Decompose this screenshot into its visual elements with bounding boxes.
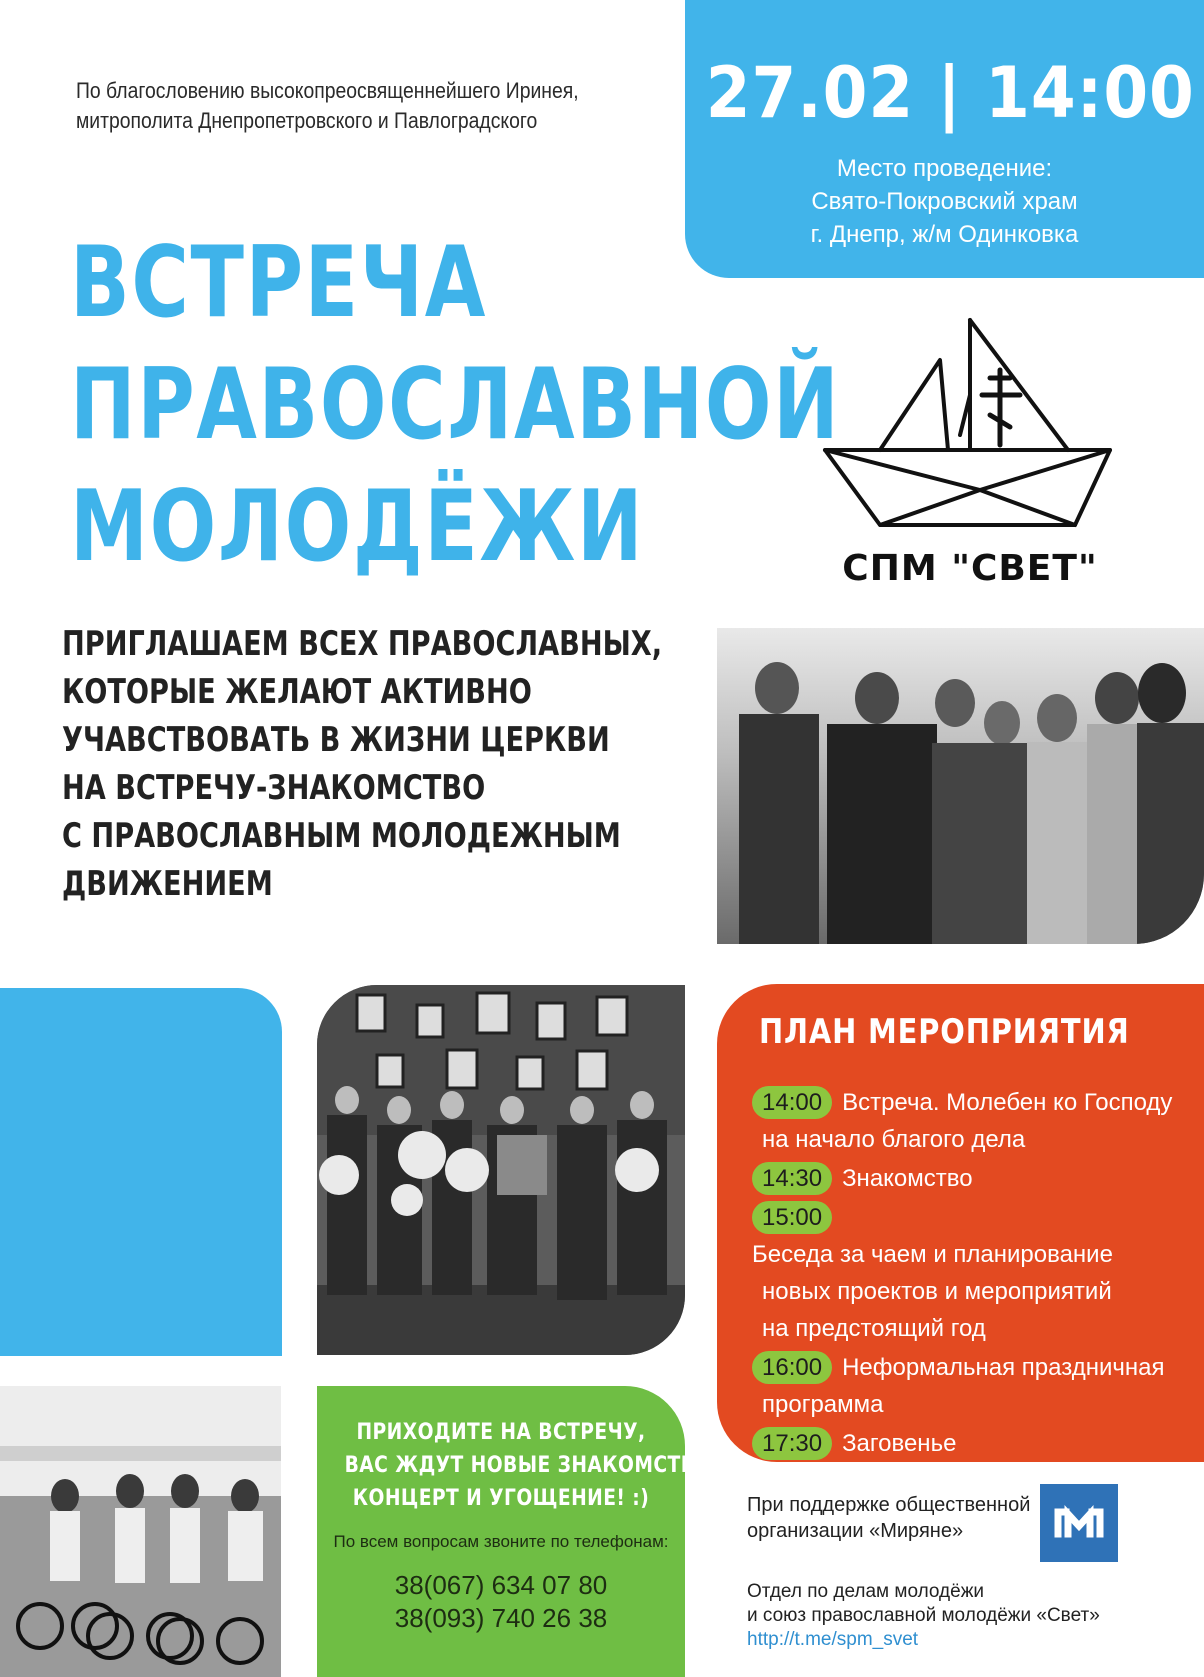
- plan-item-continuation: на предстоящий год: [762, 1315, 986, 1342]
- promo-panel: [317, 1386, 718, 1677]
- phone-list: [317, 1569, 685, 1635]
- title-line-3: МОЛОДЁЖИ: [70, 470, 645, 584]
- plan-item-text: Заговенье: [842, 1430, 957, 1457]
- decorative-blue-block: [0, 988, 282, 1356]
- plan-time-badge: 14:00: [752, 1086, 832, 1119]
- plan-title: ПЛАН МЕРОПРИЯТИЯ: [759, 1012, 1130, 1052]
- department-info: [747, 1580, 1167, 1652]
- invitation-line: КОТОРЫЕ ЖЕЛАЮТ АКТИВНО: [62, 672, 532, 712]
- invitation-line: С ПРАВОСЛАВНЫМ МОЛОДЕЖНЫМ: [62, 816, 621, 856]
- plan-time-badge: 15:00: [752, 1201, 832, 1234]
- blessing-text: [76, 76, 676, 136]
- group-photo-hug: [717, 628, 1204, 944]
- invitation-line: УЧАВСТВОВАТЬ В ЖИЗНИ ЦЕРКВИ: [62, 720, 610, 760]
- phone-number[interactable]: 38(067) 634 07 80: [394, 1570, 608, 1600]
- blessing-line-1: По благословению высокопреосвященнейшего Иринея,: [76, 78, 579, 103]
- group-photo-balloons: [317, 985, 685, 1355]
- promo-line-1: ПРИХОДИТЕ НА ВСТРЕЧУ,: [356, 1420, 646, 1445]
- plan-item: [752, 1425, 1192, 1462]
- plan-item-text: Встреча. Молебен ко Господу: [842, 1089, 1173, 1116]
- plan-item: [752, 1349, 1192, 1423]
- plan-time-badge: 17:30: [752, 1427, 832, 1460]
- contact-note: По всем вопросам звоните по телефонам:: [333, 1532, 669, 1551]
- plan-time-badge: 14:30: [752, 1162, 832, 1195]
- phone-number[interactable]: 38(093) 740 26 38: [394, 1603, 608, 1633]
- support-line-1: При поддержке общественной: [747, 1494, 1031, 1516]
- title-line-2: ПРАВОСЛАВНОЙ: [70, 348, 841, 462]
- invitation-line: ПРИГЛАШАЕМ ВСЕХ ПРАВОСЛАВНЫХ,: [62, 624, 663, 664]
- plan-item-text: Беседа за чаем и планирование: [752, 1241, 1113, 1268]
- event-datetime: 27.02 | 14:00: [705, 52, 1195, 134]
- venue-name: Свято-Покровский храм: [811, 188, 1078, 215]
- venue-label: Место проведение:: [836, 155, 1053, 182]
- event-plan-panel: [717, 984, 1204, 1462]
- logo-caption: СПМ "СВЕТ": [842, 548, 1098, 589]
- plan-list: [752, 1084, 1192, 1464]
- plan-item-text: Знакомство: [842, 1165, 973, 1192]
- department-line-2: и союз православной молодёжи «Свет»: [747, 1605, 1100, 1626]
- telegram-link[interactable]: http://t.me/spm_svet: [747, 1629, 919, 1650]
- plan-item: [752, 1199, 1192, 1347]
- bicycle-photo: [0, 1386, 281, 1677]
- plan-item-continuation: на начало благого дела: [762, 1126, 1026, 1153]
- plan-item: [752, 1084, 1192, 1158]
- boat-with-cross-icon: [820, 315, 1120, 545]
- promo-line-3: КОНЦЕРТ И УГОЩЕНИЕ! :): [352, 1486, 650, 1511]
- plan-time-badge: 16:00: [752, 1351, 832, 1384]
- plan-item-text: Неформальная праздничная: [842, 1354, 1165, 1381]
- promo-headline: [317, 1416, 718, 1515]
- plan-item: [752, 1160, 1192, 1197]
- miryane-logo-icon: [1040, 1484, 1118, 1562]
- blessing-line-2: митрополита Днепропетровского и Павлоградского: [76, 108, 538, 133]
- support-line-2: организации «Миряне»: [747, 1520, 964, 1542]
- plan-item-continuation: программа: [762, 1391, 884, 1418]
- invitation-line: НА ВСТРЕЧУ-ЗНАКОМСТВО: [62, 768, 486, 808]
- invitation-line: ДВИЖЕНИЕМ: [62, 864, 273, 904]
- promo-line-2: ВАС ЖДУТ НОВЫЕ ЗНАКОМСТВА,: [344, 1453, 718, 1478]
- department-line-1: Отдел по делам молодёжи: [747, 1581, 985, 1602]
- support-text: [747, 1492, 1047, 1544]
- venue-address: г. Днепр, ж/м Одинковка: [810, 221, 1079, 248]
- invitation-text: [62, 620, 712, 908]
- plan-item-continuation: новых проектов и мероприятий: [762, 1278, 1112, 1305]
- title-line-1: ВСТРЕЧА: [70, 226, 488, 340]
